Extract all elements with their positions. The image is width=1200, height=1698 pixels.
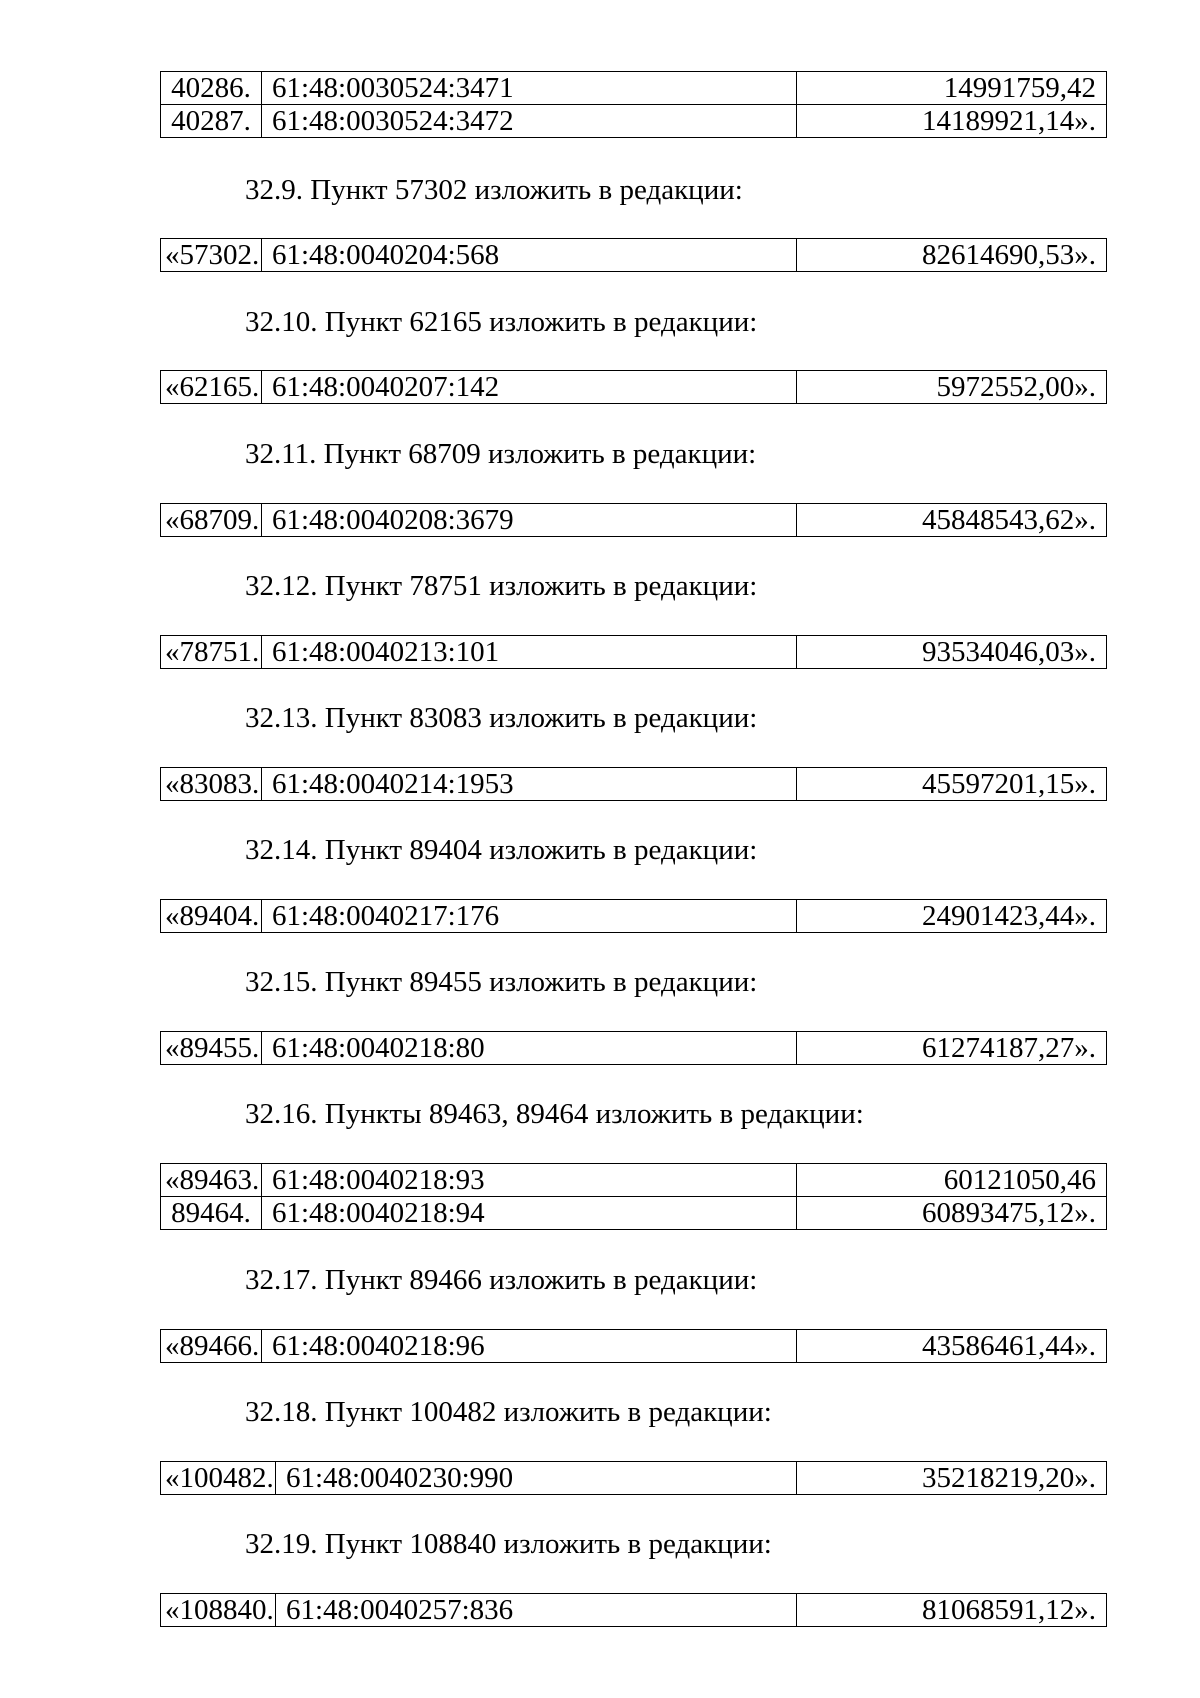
register-table	[160, 238, 1107, 272]
item-number: «89455.	[161, 1032, 262, 1065]
register-table	[160, 899, 1107, 933]
amendment-heading: 32.11. Пункт 68709 изложить в редакции:	[245, 438, 757, 470]
register-table	[160, 370, 1107, 404]
register-table	[160, 767, 1107, 801]
cadastral-value: 24901423,44».	[797, 900, 1107, 933]
table-row	[161, 1032, 1107, 1065]
cadastral-value: 5972552,00».	[797, 371, 1107, 404]
register-table	[160, 1329, 1107, 1363]
table-row	[161, 105, 1107, 138]
cadastral-value: 93534046,03».	[797, 636, 1107, 669]
table-row	[161, 1594, 1107, 1627]
register-table	[160, 635, 1107, 669]
register-table	[160, 71, 1107, 138]
amendment-heading: 32.16. Пункты 89463, 89464 изложить в редакции:	[245, 1098, 864, 1130]
cadastral-number: 61:48:0040257:836	[276, 1594, 797, 1627]
item-number: 89464.	[161, 1197, 262, 1230]
register-table	[160, 1461, 1107, 1495]
cadastral-number: 61:48:0030524:3472	[262, 105, 797, 138]
cadastral-number: 61:48:0040218:80	[262, 1032, 797, 1065]
cadastral-number: 61:48:0040204:568	[262, 239, 797, 272]
cadastral-value: 60121050,46	[797, 1164, 1107, 1197]
amendment-heading: 32.13. Пункт 83083 изложить в редакции:	[245, 702, 758, 734]
register-table	[160, 1593, 1107, 1627]
cadastral-number: 61:48:0040217:176	[262, 900, 797, 933]
item-number: «83083.	[161, 768, 262, 801]
item-number: «57302.	[161, 239, 262, 272]
amendment-heading: 32.14. Пункт 89404 изложить в редакции:	[245, 834, 758, 866]
amendment-heading: 32.15. Пункт 89455 изложить в редакции:	[245, 966, 758, 998]
cadastral-number: 61:48:0040208:3679	[262, 504, 797, 537]
cadastral-value: 14189921,14».	[797, 105, 1107, 138]
item-number: 40287.	[161, 105, 262, 138]
register-table	[160, 1031, 1107, 1065]
table-row	[161, 1197, 1107, 1230]
table-row	[161, 636, 1107, 669]
cadastral-number: 61:48:0040218:93	[262, 1164, 797, 1197]
item-number: «89466.	[161, 1330, 262, 1363]
table-row	[161, 72, 1107, 105]
cadastral-value: 45597201,15».	[797, 768, 1107, 801]
item-number: «89404.	[161, 900, 262, 933]
cadastral-number: 61:48:0040218:94	[262, 1197, 797, 1230]
cadastral-number: 61:48:0040213:101	[262, 636, 797, 669]
cadastral-value: 61274187,27».	[797, 1032, 1107, 1065]
cadastral-value: 82614690,53».	[797, 239, 1107, 272]
item-number: 40286.	[161, 72, 262, 105]
item-number: «89463.	[161, 1164, 262, 1197]
amendment-heading: 32.9. Пункт 57302 изложить в редакции:	[245, 174, 743, 206]
cadastral-number: 61:48:0040214:1953	[262, 768, 797, 801]
register-table	[160, 1163, 1107, 1230]
item-number: «78751.	[161, 636, 262, 669]
table-row	[161, 504, 1107, 537]
item-number: «68709.	[161, 504, 262, 537]
amendment-heading: 32.19. Пункт 108840 изложить в редакции:	[245, 1528, 772, 1560]
cadastral-value: 81068591,12».	[797, 1594, 1107, 1627]
cadastral-value: 35218219,20».	[797, 1462, 1107, 1495]
table-row	[161, 1462, 1107, 1495]
table-row	[161, 371, 1107, 404]
cadastral-value: 45848543,62».	[797, 504, 1107, 537]
table-row	[161, 1330, 1107, 1363]
amendment-heading: 32.10. Пункт 62165 изложить в редакции:	[245, 306, 758, 338]
table-row	[161, 768, 1107, 801]
cadastral-value: 43586461,44».	[797, 1330, 1107, 1363]
table-row	[161, 1164, 1107, 1197]
item-number: «100482.	[161, 1462, 276, 1495]
item-number: «62165.	[161, 371, 262, 404]
cadastral-number: 61:48:0040218:96	[262, 1330, 797, 1363]
table-row	[161, 239, 1107, 272]
cadastral-value: 60893475,12».	[797, 1197, 1107, 1230]
cadastral-number: 61:48:0040230:990	[276, 1462, 797, 1495]
amendment-heading: 32.18. Пункт 100482 изложить в редакции:	[245, 1396, 772, 1428]
cadastral-value: 14991759,42	[797, 72, 1107, 105]
amendment-heading: 32.12. Пункт 78751 изложить в редакции:	[245, 570, 758, 602]
item-number: «108840.	[161, 1594, 276, 1627]
register-table	[160, 503, 1107, 537]
table-row	[161, 900, 1107, 933]
cadastral-number: 61:48:0040207:142	[262, 371, 797, 404]
amendment-heading: 32.17. Пункт 89466 изложить в редакции:	[245, 1264, 758, 1296]
cadastral-number: 61:48:0030524:3471	[262, 72, 797, 105]
